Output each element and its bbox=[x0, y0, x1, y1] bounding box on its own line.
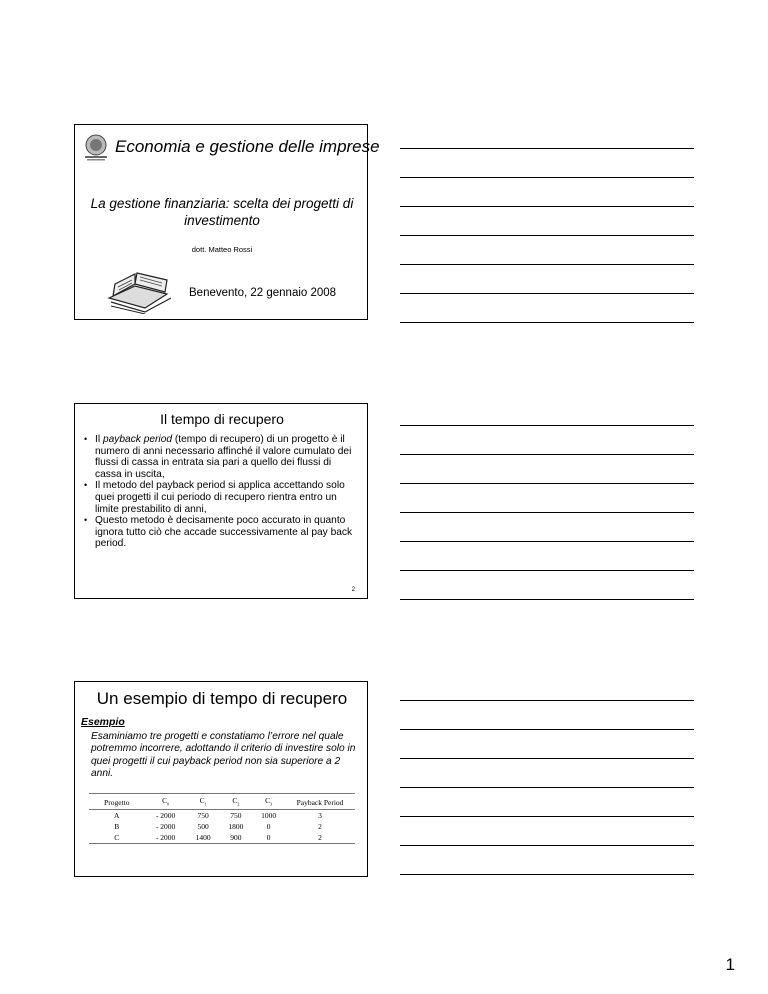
presentation-title: Economia e gestione delle imprese bbox=[115, 137, 380, 156]
header-c1: $C_1$ bbox=[199, 796, 207, 807]
note-line bbox=[400, 700, 694, 701]
slide-title: Un esempio di tempo di recupero bbox=[96, 689, 348, 708]
cell-c0: - 2000 bbox=[155, 821, 176, 831]
table-row bbox=[89, 809, 355, 821]
table-row bbox=[89, 832, 355, 844]
header-progetto: Progetto bbox=[104, 797, 130, 807]
cell-payback: 2 bbox=[318, 832, 322, 842]
university-seal-icon bbox=[81, 133, 111, 163]
cell-payback: 2 bbox=[318, 821, 322, 831]
bullet-list bbox=[85, 434, 357, 550]
payback-table bbox=[89, 793, 355, 844]
page-number: 1 bbox=[725, 955, 735, 974]
note-line bbox=[400, 206, 694, 207]
cell-c3: 0 bbox=[266, 832, 271, 842]
note-line bbox=[400, 787, 694, 788]
note-line bbox=[400, 758, 694, 759]
bullet-item: • Questo metodo è decisamente poco accurato in quanto ignora tutto ciò che accade successivamente al pay back period. bbox=[85, 515, 357, 550]
note-line bbox=[400, 235, 694, 236]
presentation-subtitle: La gestione finanziaria: scelta dei progetti di investimento bbox=[90, 196, 354, 228]
note-line bbox=[400, 816, 694, 817]
slide-title: Il tempo di recupero bbox=[160, 411, 284, 427]
example-label: Esempio bbox=[81, 716, 125, 728]
cell-progetto: B bbox=[114, 821, 120, 831]
note-line bbox=[400, 177, 694, 178]
cell-c3: 0 bbox=[266, 821, 271, 831]
note-line bbox=[400, 425, 694, 426]
header-c3: $C_3$ bbox=[265, 796, 273, 807]
header-payback: Payback Period bbox=[296, 797, 344, 807]
slide-1 bbox=[74, 124, 380, 320]
bullet-item: • Il payback period (tempo di recupero) di un progetto è il numero di anni necessario affinché il valore cumulato dei flussi di cassa in entrata sia pari a quello dei flussi di cassa in uscita, bbox=[85, 434, 357, 480]
cell-c3: 1000 bbox=[261, 810, 277, 820]
note-line bbox=[400, 322, 694, 323]
cell-c0: - 2000 bbox=[155, 832, 176, 842]
note-line bbox=[400, 293, 694, 294]
cell-c2: 1800 bbox=[228, 821, 244, 831]
slide-page-number: 2 bbox=[351, 587, 355, 593]
header-c0: $C_0$ bbox=[162, 796, 170, 807]
cell-c1: 1400 bbox=[195, 832, 211, 842]
note-line bbox=[400, 454, 694, 455]
note-line bbox=[400, 541, 694, 542]
bullet-item: • Il metodo del payback period si applica accettando solo quei progetti il cui periodo di recupero rientra entro un limite prestabilito di anni, bbox=[85, 480, 357, 515]
note-line bbox=[400, 264, 694, 265]
cell-c0: - 2000 bbox=[155, 810, 176, 820]
author-name: dott. Matteo Rossi bbox=[191, 245, 253, 254]
cell-c2: 750 bbox=[230, 810, 242, 820]
cell-c1: 750 bbox=[197, 810, 209, 820]
note-line bbox=[400, 512, 694, 513]
note-line bbox=[400, 845, 694, 846]
note-line bbox=[400, 599, 694, 600]
cell-payback: 3 bbox=[318, 810, 322, 820]
note-line bbox=[400, 570, 694, 571]
example-text: Esaminiamo tre progetti e constatiamo l’errore nel quale potremmo incorrere, adottando il criterio di investire solo in quei progetti il cui payback period non sia superiore a 2 anni. bbox=[91, 731, 356, 780]
table-row bbox=[89, 821, 355, 832]
presentation-date: Benevento, 22 gennaio 2008 bbox=[189, 287, 337, 299]
cell-c2: 900 bbox=[230, 832, 242, 842]
open-book-icon bbox=[105, 268, 177, 314]
note-line bbox=[400, 874, 694, 875]
cell-progetto: A bbox=[114, 810, 120, 820]
note-line bbox=[400, 148, 694, 149]
cell-c1: 500 bbox=[197, 821, 209, 831]
slide-2 bbox=[74, 403, 368, 599]
table-header-row bbox=[89, 794, 355, 810]
header-c2: $C_2$ bbox=[232, 796, 240, 807]
note-line bbox=[400, 729, 694, 730]
cell-progetto: C bbox=[114, 832, 120, 842]
slide-3 bbox=[74, 681, 368, 877]
note-line bbox=[400, 483, 694, 484]
